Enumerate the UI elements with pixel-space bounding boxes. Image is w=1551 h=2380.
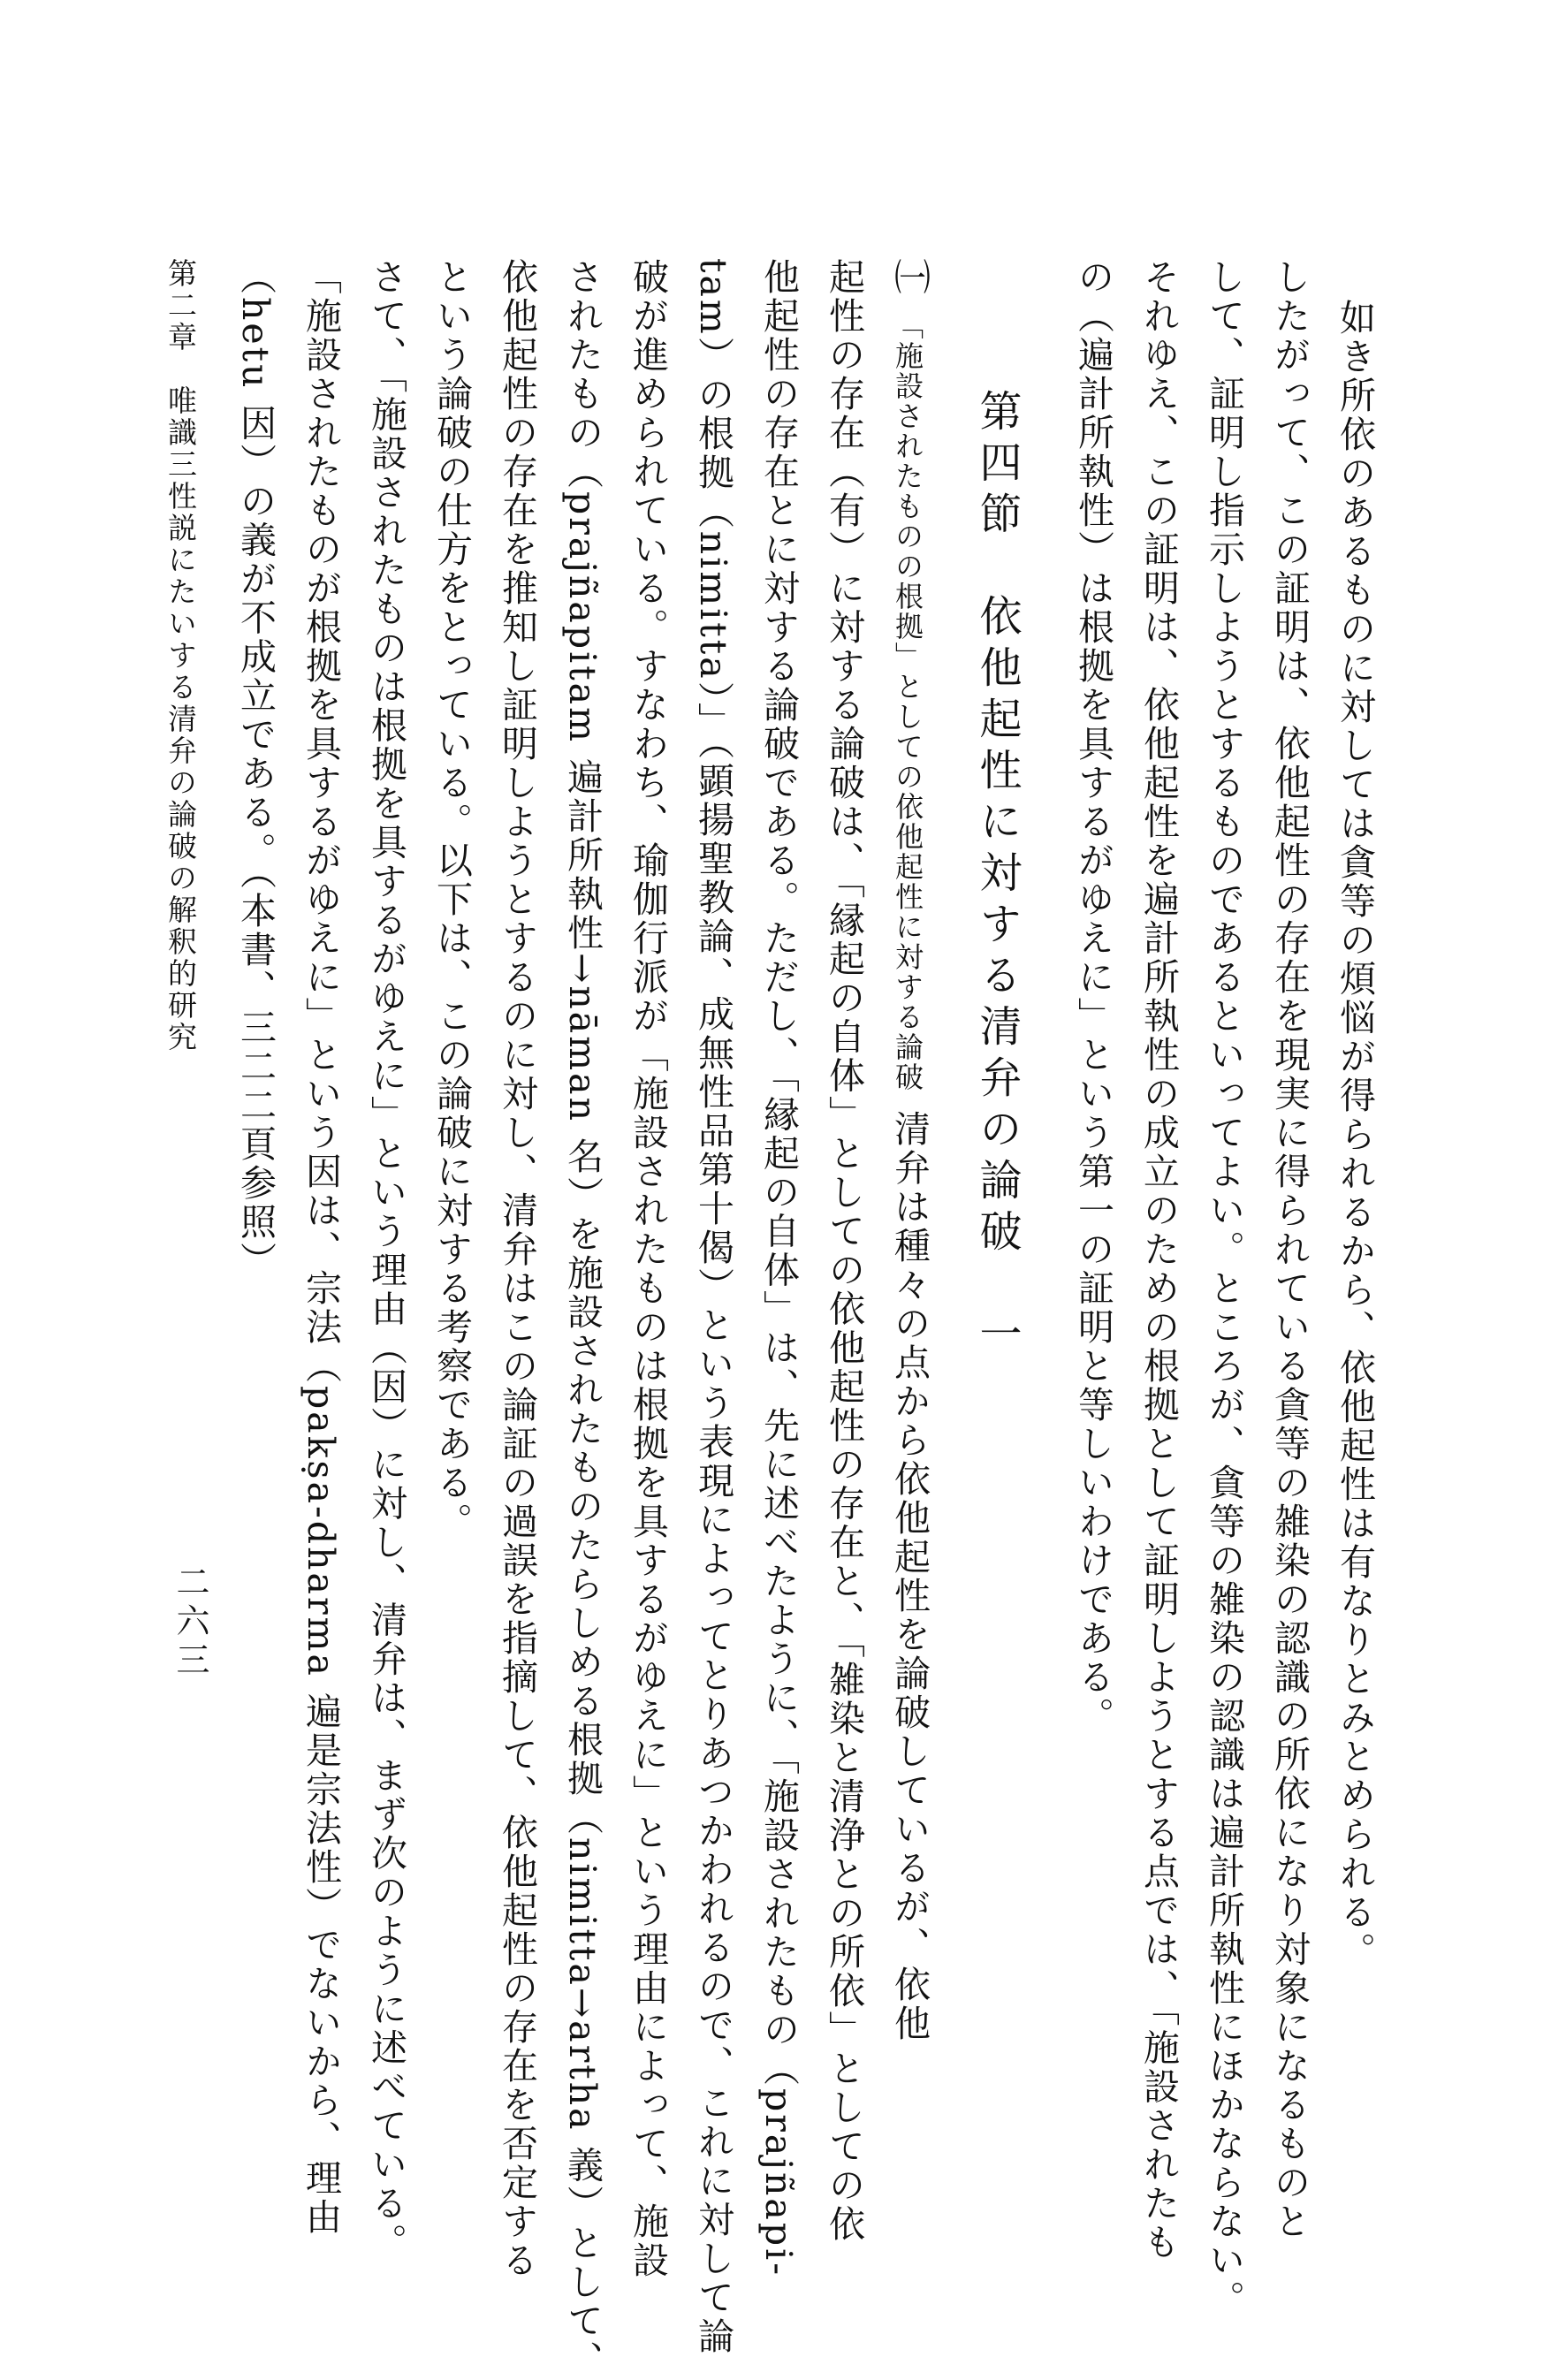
text-column: 「施設されたものが根拠を具するがゆえに」という因は、宗法（pakṣa-dharma 遍是宗法性）でないから、理由 <box>300 258 342 2237</box>
text-column: 他起性の存在とに対する論破である。ただし、「縁起の自体」は、先に述べたように、「施設されたもの（prajñapi- <box>757 258 800 2278</box>
text-column: 依他起性の存在を推知し証明しようとするのに対し、清弁はこの論証の過誤を指摘して、依他起性の存在を否定する <box>496 258 538 2280</box>
text-column: 如き所依のあるものに対しては貪等の煩悩が得られるから、依他起性は有なりとみとめられる。 <box>1334 299 1376 1971</box>
text-column: されたもの（prajñapitam 遍計所執性→nāman 名）を施設されたものたらしめる根拠（nimitta→artha 義）として、 <box>561 258 604 2380</box>
text-column: 起性の存在（有）に対する論破は、「縁起の自体」としての依他起性の存在と、「雑染と清浄との所依」としての依 <box>823 258 865 2244</box>
page-number: 二六三 <box>171 1564 209 1681</box>
text-column: tam）の根拠（nimitta）」（顕揚聖教論、成無性品第十偈）という表現によってとりあつかわれるので、これに対して論 <box>692 258 734 2356</box>
text-column: 破が進められている。すなわち、瑜伽行派が「施設されたものは根拠を具するがゆえに」という理由によって、施設 <box>627 258 669 2280</box>
text-column: （hetu 因）の義が不成立である。（本書、三二二頁参照） <box>234 258 277 1281</box>
text-column: して、証明し指示しようとするものであるといってよい。ところが、貪等の雑染の認識は遍計所執性にほかならない。 <box>1203 258 1245 2319</box>
text-column: 清弁は種々の点から依他起性を論破しているが、依他 <box>888 1110 931 2043</box>
subsection-heading: 「施設されたものの根拠」としての依他起性に対する論破 <box>891 311 924 1092</box>
text-column: したがって、この証明は、依他起性の存在を現実に得られている貪等の雑染の認識の所依になり対象になるものと <box>1268 258 1311 2241</box>
running-head: 第二章 唯識三性説にたいする清弁の論破の解釈的研究 <box>163 258 198 1053</box>
text-column: さて、「施設されたものは根拠を具するがゆえに」という理由（因）に対し、清弁は、まず次のように述べている。 <box>365 258 407 2262</box>
subsection-marker: ㈠ <box>888 258 931 297</box>
text-column: それゆえ、この証明は、依他起性を遍計所執性の成立のための根拠として証明しようとする点では、「施設されたも <box>1137 258 1180 2262</box>
section-title: 第四節 依他起性に対する清弁の論破 一 <box>972 389 1022 1363</box>
text-column: の（遍計所執性）は根拠を具するがゆえに」という第一の証明と等しいわけである。 <box>1072 258 1114 1736</box>
text-column: という論破の仕方をとっている。以下は、この論破に対する考察である。 <box>430 258 473 1541</box>
